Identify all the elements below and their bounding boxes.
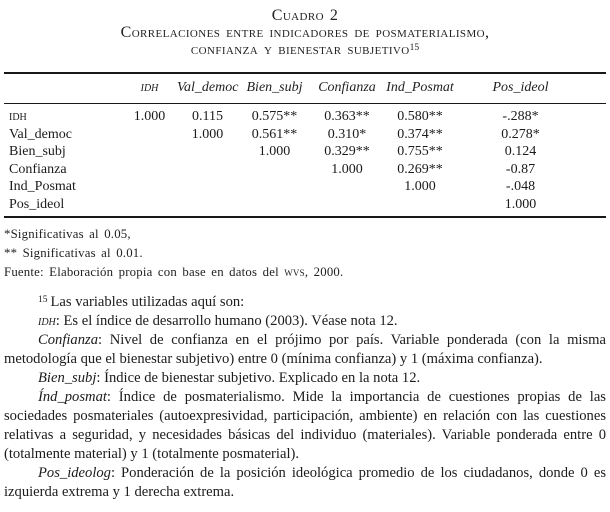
table-row-pos-ideol [4,196,606,218]
source-note [4,263,606,282]
row-label-pos-ideol: Pos_ideol [9,196,65,212]
correlation-cell [177,196,238,218]
significance-note-2: ** Significativas al 0.01. [4,246,143,260]
footnote-intro-text: Las variables utilizadas aquí son: [50,294,245,310]
correlation-cell [177,178,238,196]
correlation-cell: 0.124 [504,144,537,159]
correlation-cell: 0.278* [501,126,540,142]
footnote-def-pos-ideolog [4,464,606,502]
correlation-cell: 0.575** [251,109,298,124]
correlation-cell: 1.000 [404,179,436,194]
source-acronym: wvs [284,265,305,279]
table-notes-block [4,225,606,282]
correlation-cell [238,196,311,218]
correlation-cell: 0.310* [327,126,367,142]
footnote-def-confianza [4,331,606,369]
footnote-block [4,293,606,502]
footnote-def-confianza-text: : Nivel de confianza en el prójimo por país. Variable ponderada (con la misma metodología que el bienestar subjetivo) entre 0 (mínima confianza) y 1 (máxima confianza). [4,332,606,367]
correlation-cell [122,161,177,179]
footnote-def-idh-text: : Es el índice de desarrollo humano (2003). Véase nota 12. [55,313,398,329]
row-label-bien-subj: Bien_subj [9,144,66,159]
footnote-term-idh: idh [38,313,56,329]
source-note-text: Fuente: Elaboración propia con base en datos del [4,265,285,279]
correlation-cell: 0.269** [397,161,443,177]
table-title-line-3-text: confianza y bienestar subjetivo [190,41,410,58]
footnote-def-bien-subj-text: : Índice de bienestar subjetivo. Explicado en la nota 12. [96,370,421,386]
correlation-cell: 1.000 [331,161,363,177]
correlation-cell: 0.329** [324,144,370,159]
title-footnote-ref: 15 [409,43,420,53]
footnote-def-bien-subj [4,369,606,388]
col-header-val-democ: Val_democ [177,80,239,95]
correlation-cell: 0.580** [397,109,443,124]
table-row-idh [4,104,606,126]
correlation-cell: 1.000 [258,144,291,159]
table-row-bien-subj [4,143,606,161]
table-number: Cuadro 2 [271,7,339,24]
row-label-confianza: Confianza [9,161,67,177]
correlation-cell: 1.000 [133,109,166,124]
source-note-suffix: , 2000. [304,265,344,279]
row-label-idh: idh [9,109,27,124]
footnote-def-idh [4,312,606,331]
header-row [4,73,606,104]
footnote-term-pos-ideolog: Pos_ideolog [38,465,111,481]
col-header-ind-posmat: Ind_Posmat [386,80,454,95]
footnote-term-confianza: Confianza [38,332,99,348]
footnote-def-ind-posmat-text: : Índice de posmaterialismo. Mide la importancia de cuestiones propias de las sociedades posmateriales (autoexpresividad, participación, ambiente) en relación con las cuestiones relativas a seguridad, y necesidades básicas del individuo (materiales). Variable ponderada entre 0 (totalmente material) y 1 (totalmente posmaterial). [4,389,606,462]
footnote-term-ind-posmat: Índ_posmat [38,389,107,405]
table-row-val-democ [4,126,606,144]
footnote-term-bien-subj: Bien_subj [38,370,97,386]
correlation-cell [122,143,177,161]
correlation-cell [238,178,311,196]
correlation-cell: 1.000 [504,196,537,212]
row-label-ind-posmat: Ind_Posmat [9,179,76,194]
table-row-confianza [4,161,606,179]
table-title-line-2: Correlaciones entre indicadores de posmaterialismo, [120,24,490,41]
correlation-cell: 0.115 [192,109,223,124]
correlation-cell: 1.000 [191,126,224,142]
footnote-intro [4,293,606,312]
correlation-cell [177,161,238,179]
col-header-pos-ideol: Pos_ideol [492,80,549,95]
correlation-cell [177,143,238,161]
correlation-cell [383,196,457,218]
footnote-def-pos-ideolog-text: : Ponderación de la posición ideológica promedio de los ciudadanos, donde 0 es izquierda extrema y 1 derecha extrema. [4,465,606,500]
correlation-cell: 0.363** [324,109,370,124]
footnote-def-ind-posmat [4,388,606,464]
col-header-empty [4,73,122,104]
correlation-cell: 0.755** [397,144,443,159]
correlation-cell [122,126,177,144]
correlation-cell [311,178,383,196]
col-header-confianza: Confianza [318,80,376,95]
correlation-cell [311,196,383,218]
correlation-cell [238,161,311,179]
row-label-val-democ: Val_democ [9,126,72,142]
table-row-ind-posmat [4,178,606,196]
correlation-cell [122,178,177,196]
correlation-cell: -.048 [505,179,536,194]
table-title-block [4,5,606,58]
correlation-table [4,72,606,218]
correlation-cell [122,196,177,218]
correlation-cell: -.288* [502,109,539,124]
correlation-cell: 0.374** [397,126,443,142]
correlation-cell: -0.87 [505,161,536,177]
table-title-line-3 [4,41,606,58]
significance-note-1: *Significativas al 0.05, [4,227,131,241]
footnote-number: 15 [38,295,48,305]
correlation-cell: 0.561** [251,126,298,142]
col-header-idh: idh [140,80,159,95]
col-header-bien-subj: Bien_subj [246,80,303,95]
